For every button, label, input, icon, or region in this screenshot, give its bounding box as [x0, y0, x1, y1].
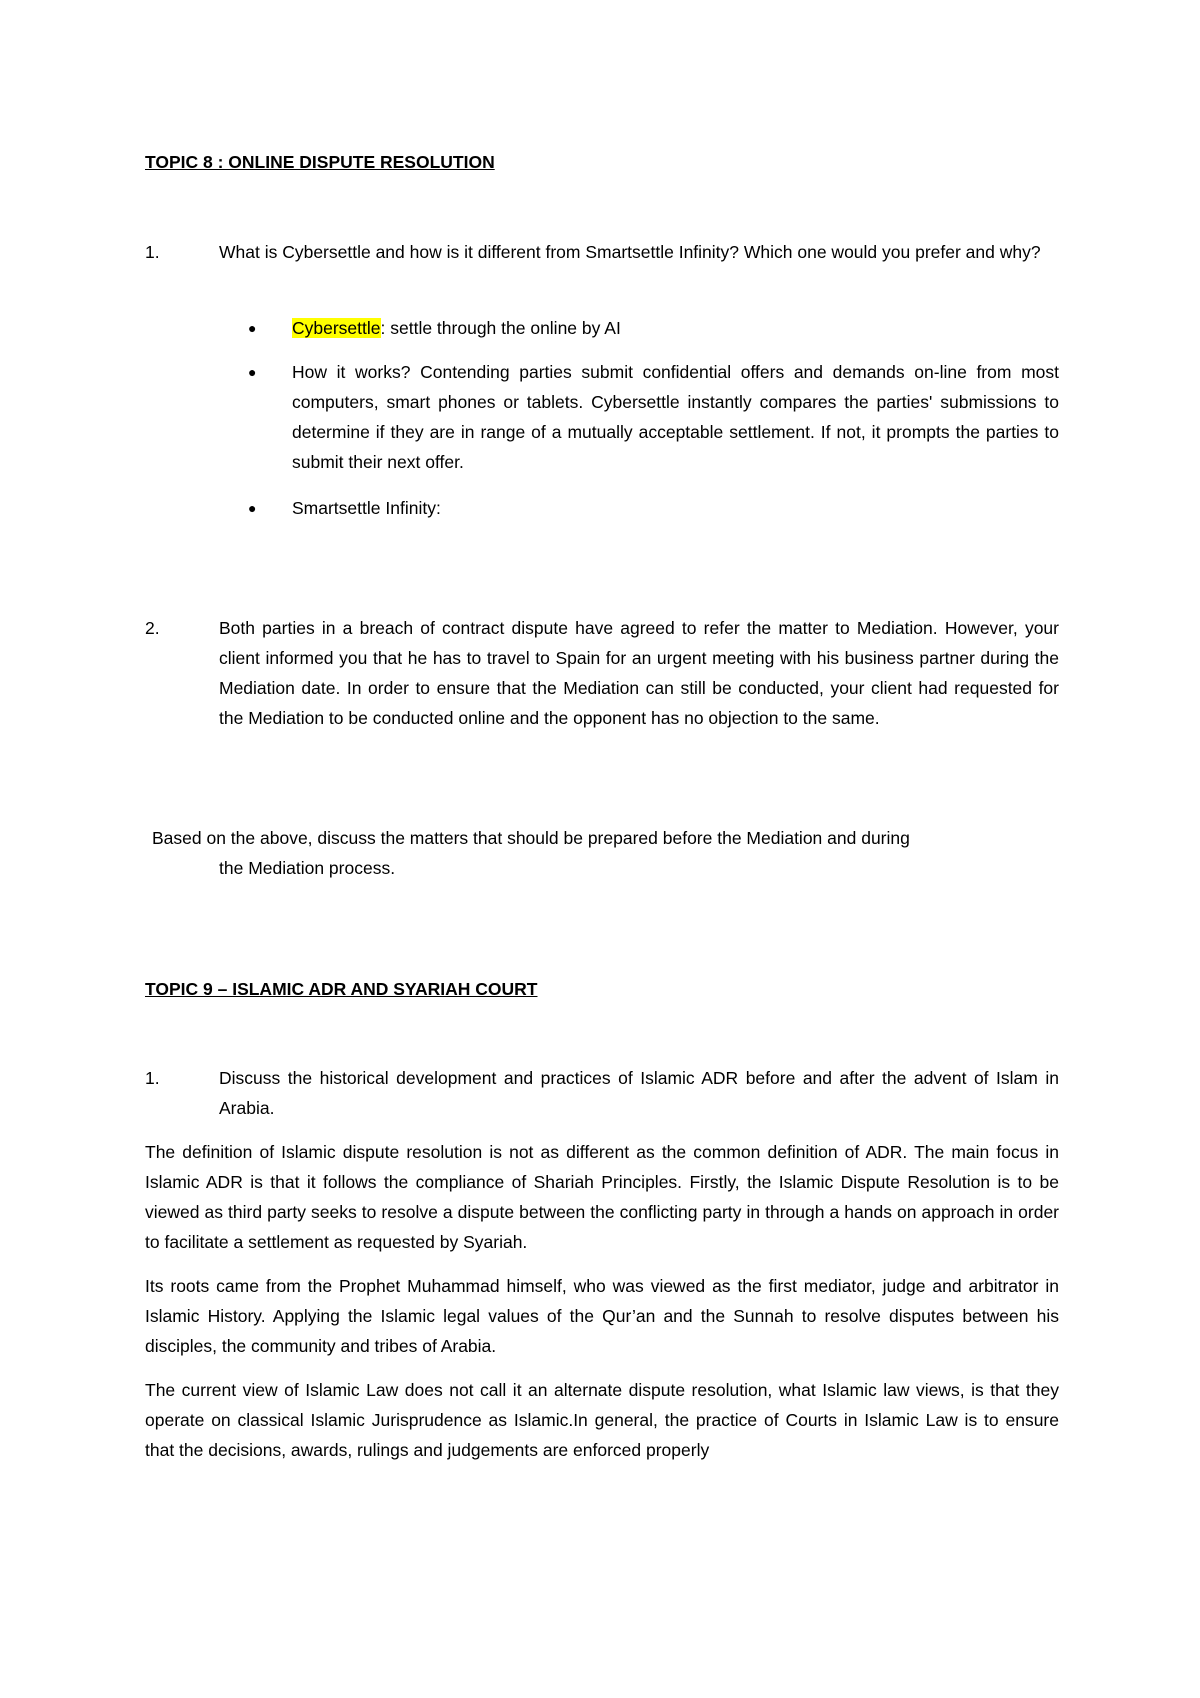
instruction-line-2: the Mediation process. [219, 858, 396, 878]
highlighted-term: Cybersettle [292, 318, 381, 338]
topic8-q2-number: 2. [145, 618, 160, 638]
topic9-q1-number: 1. [145, 1068, 160, 1088]
instruction-line-1: Based on the above, discuss the matters that should be prepared before the Mediation and during [152, 828, 910, 848]
paragraph: Its roots came from the Prophet Muhammad himself, who was viewed as the first mediator, judge and arbitrator in Islamic History. Applying the Islamic legal values of the Qur’an and the Sunnah to resolve disputes between his disciples, the community and tribes of Arabia. [145, 1276, 1059, 1356]
topic8-q1-number: 1. [145, 242, 160, 262]
bullet-dot-icon: ● [248, 320, 257, 336]
topic8-q2-text: Both parties in a breach of contract dispute have agreed to refer the matter to Mediation. However, your client informed you that he has to travel to Spain for an urgent meeting with his business partner during the Mediation date. In order to ensure that the Mediation can still be conducted, your client had requested for the Mediation to be conducted online and the opponent has no objection to the same. [219, 618, 1059, 728]
topic9-q1-text: Discuss the historical development and practices of Islamic ADR before and after the advent of Islam in Arabia. [219, 1068, 1059, 1118]
bullet-cybersettle [292, 313, 1059, 343]
bullet-cybersettle-rest: : settle through the online by AI [380, 318, 621, 338]
topic8-instruction [152, 823, 1059, 883]
bullet-dot-icon: ● [248, 364, 257, 380]
bullet-dot-icon: ● [248, 500, 257, 516]
bullet-smartsettle: Smartsettle Infinity: [292, 498, 441, 518]
topic8-heading: TOPIC 8 : ONLINE DISPUTE RESOLUTION [145, 152, 495, 172]
paragraph: The definition of Islamic dispute resolution is not as different as the common definition of ADR. The main focus in Islamic ADR is that it follows the compliance of Shariah Principles. Firstly, the Islamic Dispute Resolution is to be viewed as third party seeks to resolve a dispute between the conflicting party in through a hands on approach in order to facilitate a settlement as requested by Syariah. [145, 1142, 1059, 1252]
topic8-q1-text: What is Cybersettle and how is it different from Smartsettle Infinity? Which one would you prefer and why? [219, 242, 1041, 262]
topic9-heading: TOPIC 9 – ISLAMIC ADR AND SYARIAH COURT [145, 979, 538, 999]
paragraph: The current view of Islamic Law does not call it an alternate dispute resolution, what Islamic law views, is that they operate on classical Islamic Jurisprudence as Islamic.In general, the practice of Courts in Islamic Law is to ensure that the decisions, awards, rulings and judgements are enforced properly [145, 1380, 1059, 1460]
bullet-how-it-works: How it works? Contending parties submit confidential offers and demands on-line from most computers, smart phones or tablets. Cybersettle instantly compares the parties' submissions to determine if they are in range of a mutually acceptable settlement. If not, it prompts the parties to submit their next offer. [292, 362, 1059, 472]
